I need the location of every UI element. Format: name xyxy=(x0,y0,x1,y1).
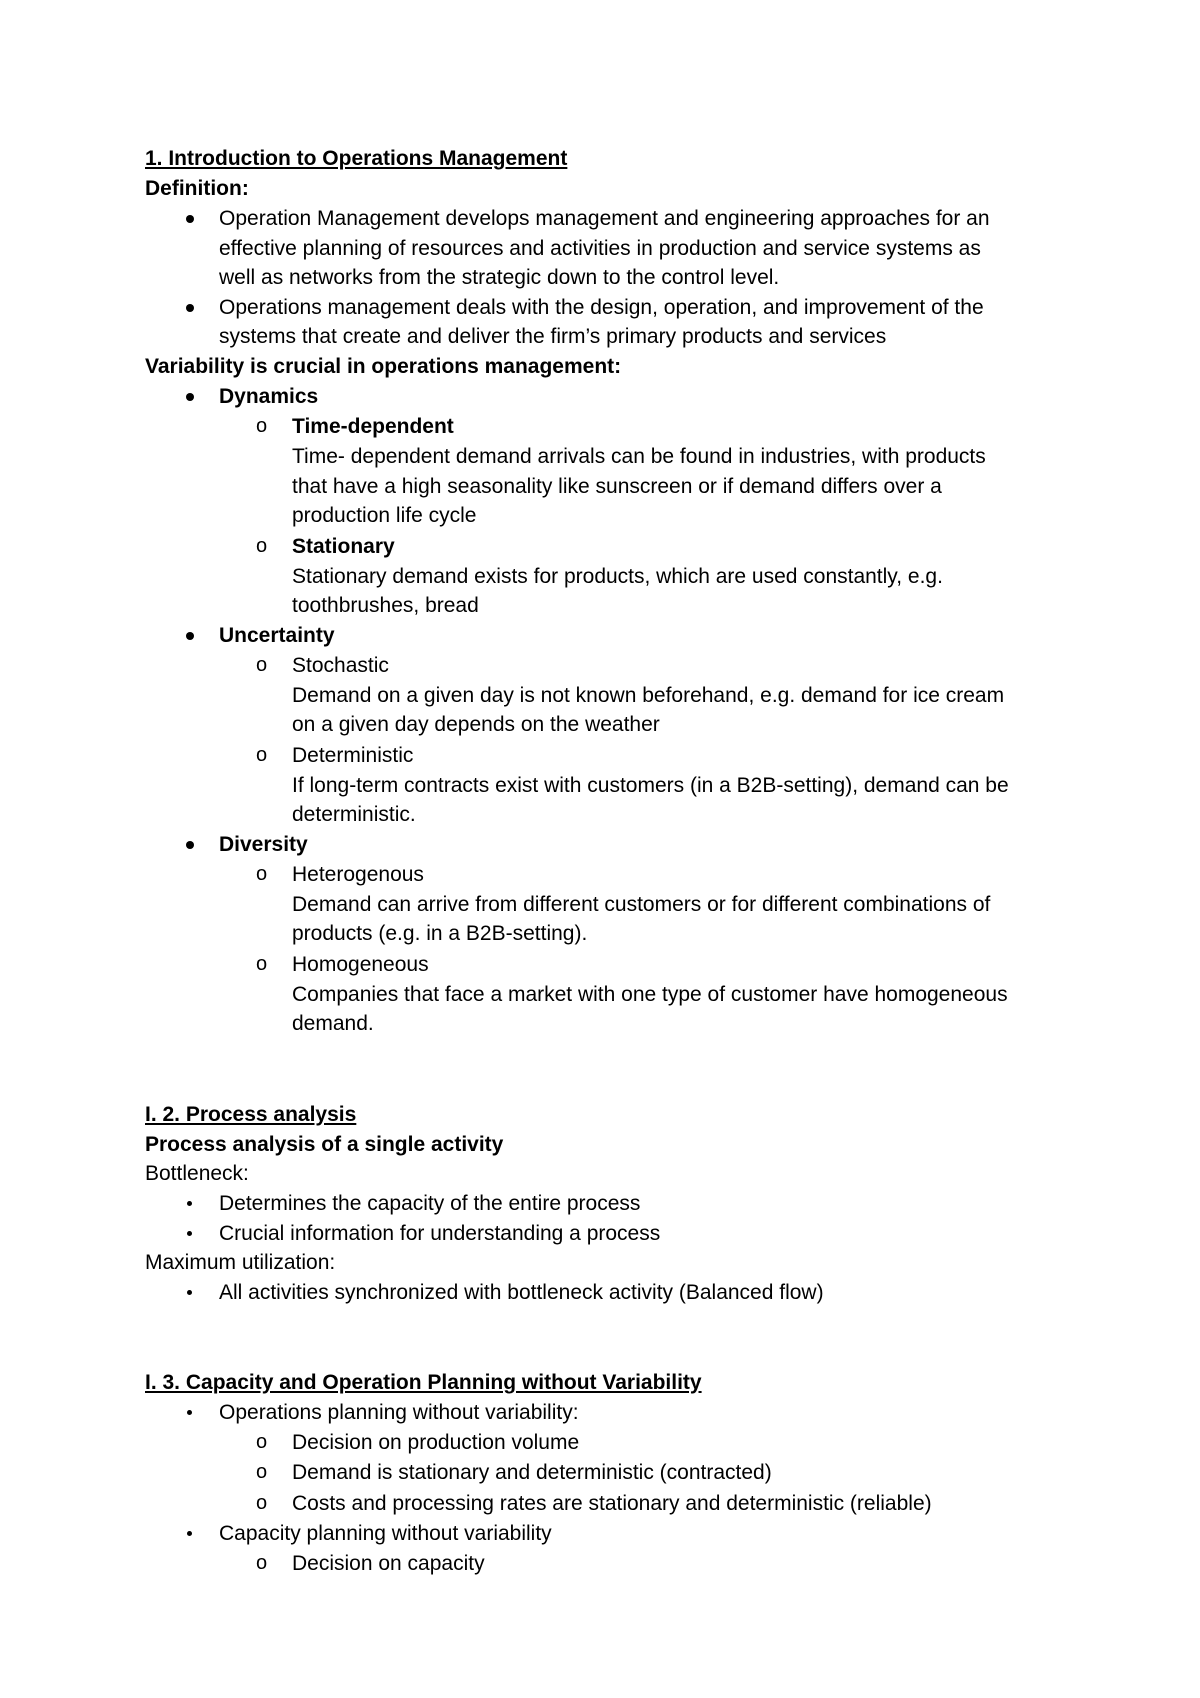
definition-1-line-1: Operation Management develops management and engineering approaches for an xyxy=(219,207,990,230)
max-utilization-label: Maximum utilization: xyxy=(145,1251,336,1274)
ops-item-3: Costs and processing rates are stationary and deterministic (reliable) xyxy=(292,1492,932,1515)
circle-bullet-icon: o xyxy=(256,744,268,766)
ops-planning-label: Operations planning without variability: xyxy=(219,1401,579,1424)
circle-bullet-icon: o xyxy=(256,535,268,557)
bullet-icon xyxy=(187,1531,192,1536)
heterogenous-text-2: products (e.g. in a B2B-setting). xyxy=(292,922,588,945)
deterministic-label: Deterministic xyxy=(292,744,414,767)
homogeneous-text-1: Companies that face a market with one type of customer have homogeneous xyxy=(292,983,1008,1006)
bullet-icon xyxy=(187,1410,192,1415)
stationary-label: Stationary xyxy=(292,535,395,558)
circle-bullet-icon: o xyxy=(256,863,268,885)
circle-bullet-icon: o xyxy=(256,1431,268,1453)
bottleneck-item-1: Determines the capacity of the entire process xyxy=(219,1192,641,1215)
circle-bullet-icon: o xyxy=(256,1461,268,1483)
bullet-icon xyxy=(186,215,194,223)
stationary-text-2: toothbrushes, bread xyxy=(292,594,479,617)
max-utilization-item-1: All activities synchronized with bottleneck activity (Balanced flow) xyxy=(219,1281,824,1304)
bullet-icon xyxy=(186,393,194,401)
circle-bullet-icon: o xyxy=(256,1492,268,1514)
ops-item-1: Decision on production volume xyxy=(292,1431,580,1454)
definition-1-line-3: well as networks from the strategic down to the control level. xyxy=(219,266,780,289)
cap-item-1: Decision on capacity xyxy=(292,1552,485,1575)
deterministic-text-1: If long-term contracts exist with customers (in a B2B-setting), demand can be xyxy=(292,774,1009,797)
homogeneous-text-2: demand. xyxy=(292,1012,374,1035)
circle-bullet-icon: o xyxy=(256,654,268,676)
section-2-heading: I. 2. Process analysis xyxy=(145,1103,357,1126)
bullet-icon xyxy=(186,632,194,640)
bullet-icon xyxy=(186,304,194,312)
definition-label: Definition: xyxy=(145,177,249,200)
time-dependent-label: Time-dependent xyxy=(292,415,454,438)
homogeneous-label: Homogeneous xyxy=(292,953,429,976)
stationary-text-1: Stationary demand exists for products, which are used constantly, e.g. xyxy=(292,565,943,588)
definition-2-line-2: systems that create and deliver the firm’s primary products and services xyxy=(219,325,887,348)
bullet-icon xyxy=(186,841,194,849)
circle-bullet-icon: o xyxy=(256,415,268,437)
dynamics-label: Dynamics xyxy=(219,385,319,408)
stochastic-text-2: on a given day depends on the weather xyxy=(292,713,660,736)
variability-label: Variability is crucial in operations management: xyxy=(145,355,622,378)
circle-bullet-icon: o xyxy=(256,953,268,975)
definition-2-line-1: Operations management deals with the design, operation, and improvement of the xyxy=(219,296,984,319)
uncertainty-label: Uncertainty xyxy=(219,624,335,647)
circle-bullet-icon: o xyxy=(256,1552,268,1574)
bullet-icon xyxy=(187,1201,192,1206)
stochastic-label: Stochastic xyxy=(292,654,389,677)
bottleneck-item-2: Crucial information for understanding a process xyxy=(219,1222,661,1245)
section-2-subheading: Process analysis of a single activity xyxy=(145,1133,504,1156)
deterministic-text-2: deterministic. xyxy=(292,803,416,826)
time-dependent-text-1: Time- dependent demand arrivals can be found in industries, with products xyxy=(292,445,986,468)
section-3-heading: I. 3. Capacity and Operation Planning without Variability xyxy=(145,1371,702,1394)
diversity-label: Diversity xyxy=(219,833,308,856)
heterogenous-text-1: Demand can arrive from different customers or for different combinations of xyxy=(292,893,991,916)
heterogenous-label: Heterogenous xyxy=(292,863,424,886)
bottleneck-label: Bottleneck: xyxy=(145,1162,249,1185)
time-dependent-text-3: production life cycle xyxy=(292,504,477,527)
time-dependent-text-2: that have a high seasonality like sunscreen or if demand differs over a xyxy=(292,475,942,498)
ops-item-2: Demand is stationary and deterministic (contracted) xyxy=(292,1461,772,1484)
cap-planning-label: Capacity planning without variability xyxy=(219,1522,552,1545)
bullet-icon xyxy=(187,1290,192,1295)
definition-1-line-2: effective planning of resources and activities in production and service systems as xyxy=(219,237,981,260)
stochastic-text-1: Demand on a given day is not known beforehand, e.g. demand for ice cream xyxy=(292,684,1005,707)
section-1-heading: 1. Introduction to Operations Management xyxy=(145,147,568,170)
bullet-icon xyxy=(187,1231,192,1236)
